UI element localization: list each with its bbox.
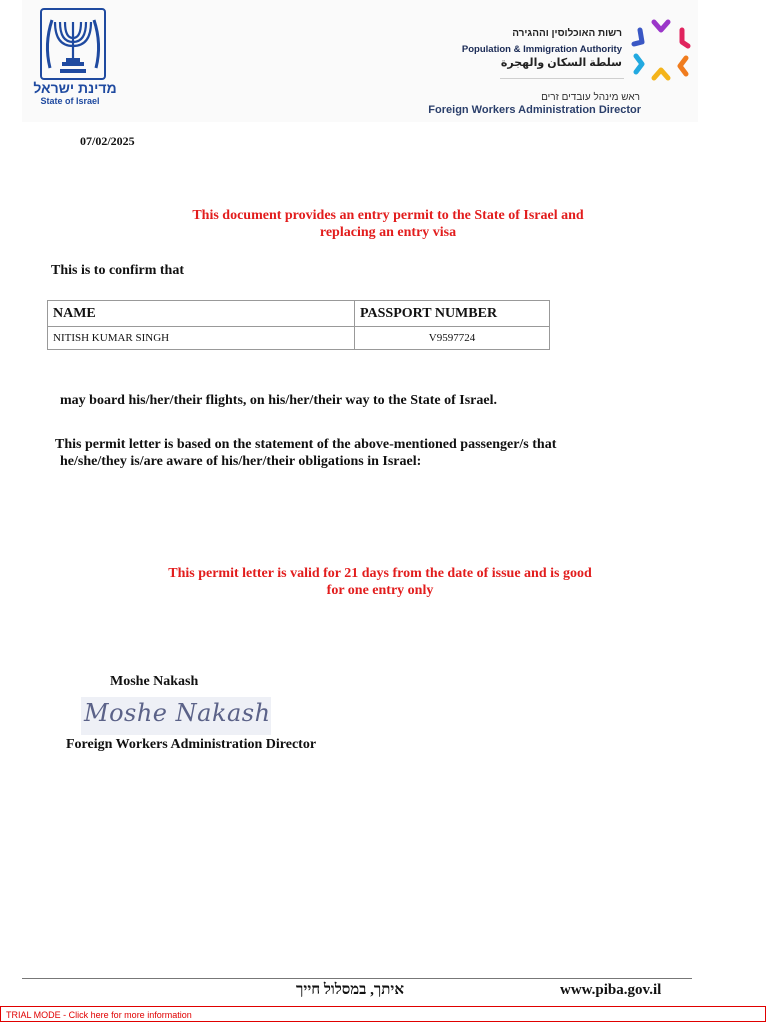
footer-divider: [22, 978, 692, 979]
authority-english-name: Population & Immigration Authority: [461, 44, 622, 55]
authority-hebrew-name: רשות האוכלוסין וההגירה: [512, 28, 622, 39]
menorah-emblem-icon: [40, 8, 106, 80]
emblem-hebrew-label: מדינת ישראל: [33, 80, 117, 96]
director-english-title: Foreign Workers Administration Director: [428, 104, 641, 116]
obligation-statement: [55, 436, 715, 470]
table-header-row: [48, 301, 550, 327]
footer-slogan: איתך, במסלול חייך: [296, 982, 404, 998]
permit-title-line-1: This document provides an entry permit to the State of Israel and: [192, 208, 584, 223]
letterhead-divider: [500, 78, 624, 79]
signer-name: Moshe Nakash: [110, 674, 199, 689]
director-hebrew-title: ראש מינהל עובדים זרים: [541, 92, 640, 103]
validity-line-1: This permit letter is valid for 21 days from the date of issue and is good: [168, 566, 592, 581]
authority-arabic-name: سلطة السكان والهجرة: [500, 57, 622, 69]
permit-title-line-2: replacing an entry visa: [319, 225, 457, 240]
name-column-header: NAME: [48, 301, 355, 327]
boarding-statement: may board his/her/their flights, on his/her/their way to the State of Israel.: [60, 393, 497, 408]
validity-line-2: for one entry only: [326, 583, 434, 598]
piba-star-logo-icon: [630, 16, 692, 84]
validity-notice: [110, 565, 650, 599]
handwritten-signature: Moshe Nakash: [84, 699, 271, 727]
footer-website-link[interactable]: www.piba.gov.il: [560, 982, 662, 998]
trial-mode-banner[interactable]: TRIAL MODE - Click here for more information: [0, 1006, 766, 1022]
emblem-english-label: State of Israel: [40, 96, 100, 106]
passenger-table: [47, 300, 550, 350]
signer-title: Foreign Workers Administration Director: [66, 737, 317, 752]
passport-column-header: PASSPORT NUMBER: [355, 301, 550, 327]
issue-date: 07/02/2025: [80, 134, 135, 148]
table-row: [48, 327, 550, 350]
permit-title: [130, 207, 646, 241]
obligation-line-2: he/she/they is/are aware of his/her/their obligations in Israel:: [60, 454, 422, 469]
passport-number: V9597724: [355, 327, 550, 350]
confirm-statement: This is to confirm that: [51, 263, 184, 278]
passenger-name: NITISH KUMAR SINGH: [48, 327, 355, 350]
obligation-line-1: This permit letter is based on the statement of the above-mentioned passenger/s that: [55, 437, 557, 452]
